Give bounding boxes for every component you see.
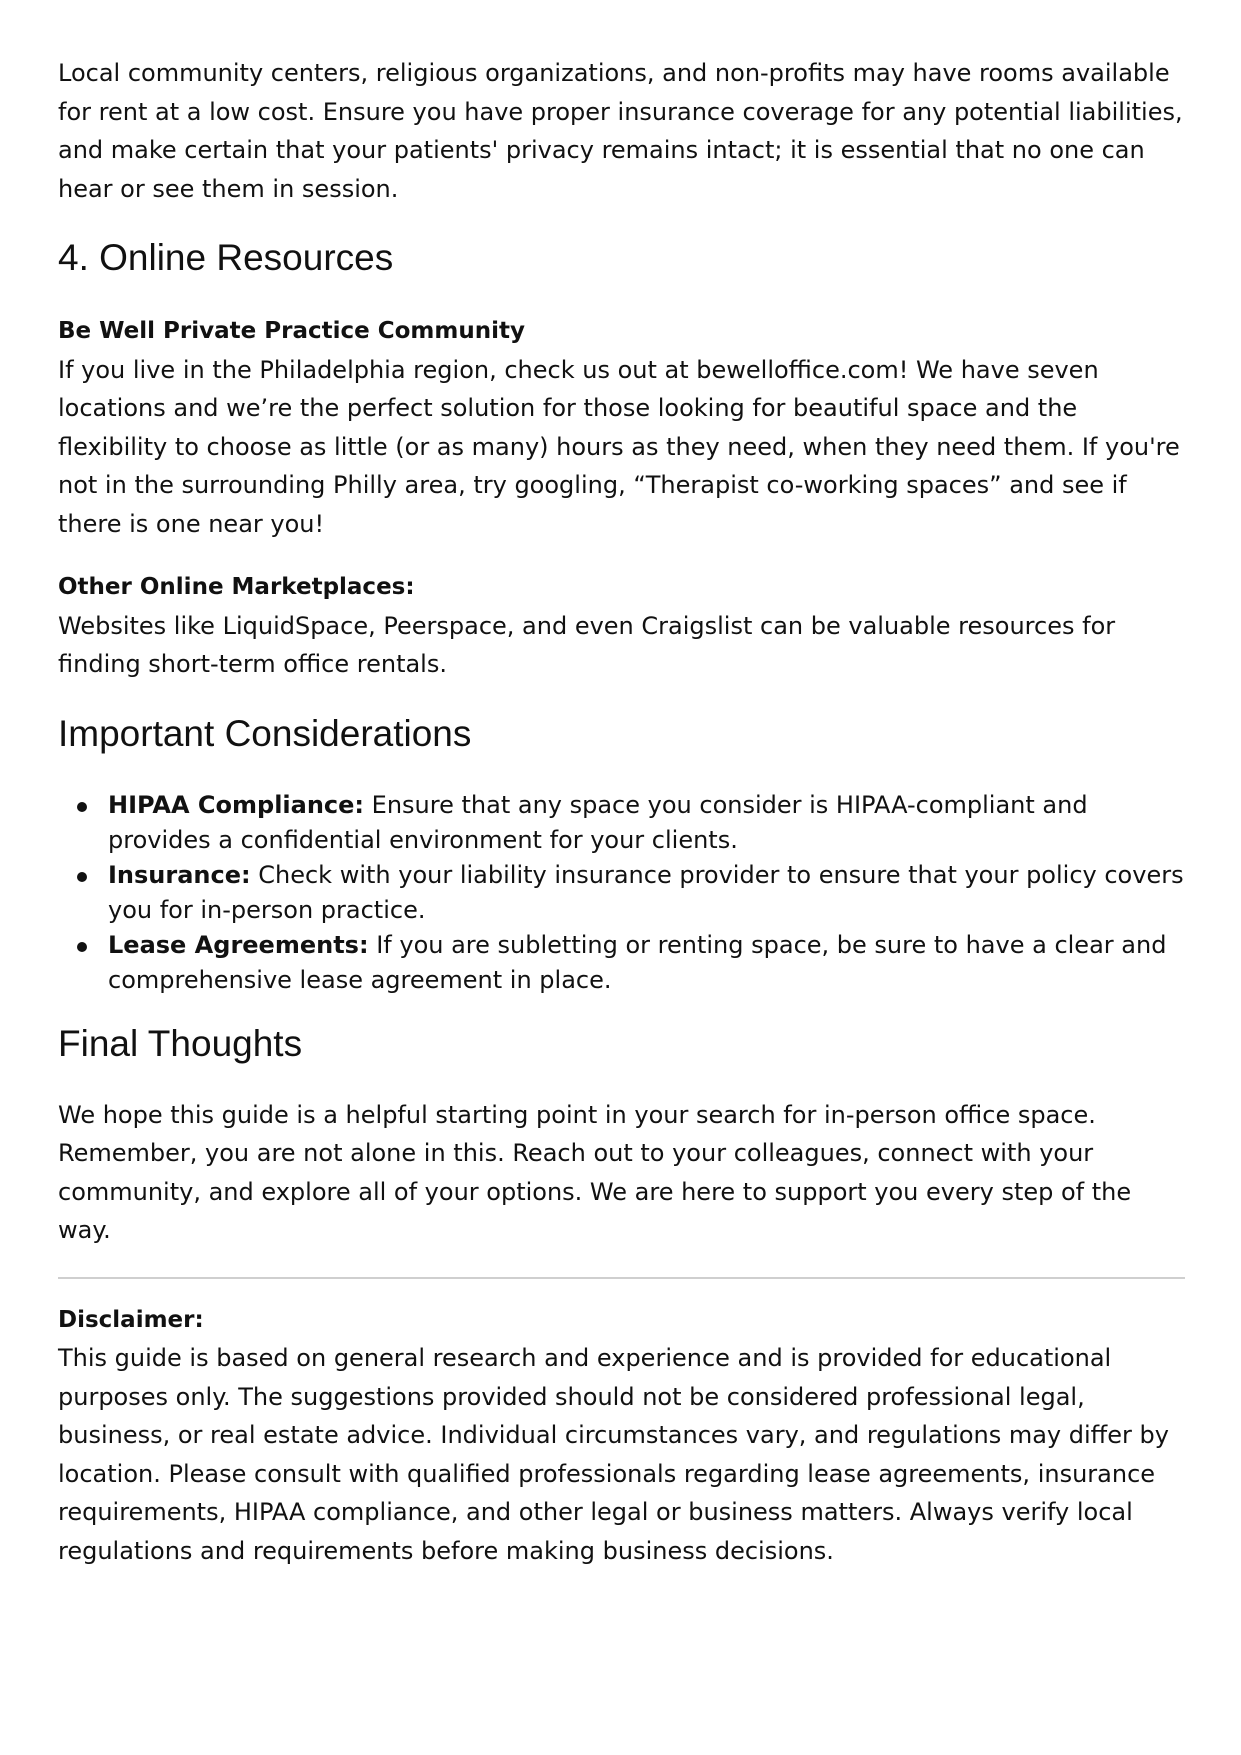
bullet-icon [77,872,87,882]
document-page [58,54,1188,1570]
list-item [108,858,1188,928]
list-item [108,788,1188,858]
list-item-text: Check with your liability insurance provider to ensure that your policy covers you for in-person practice. [108,860,1184,924]
disclaimer-paragraph: This guide is based on general research and experience and is provided for educational purposes only. The suggestions provided should not be considered professional legal, business, or real estate advice. Individual circumstances vary, and regulations may differ by location. Please consult with qualified professionals regarding lease agreements, insurance requirements, HIPAA compliance, and other legal or business matters. Always verify local regulations and requirements before making business decisions. [58,1344,1169,1565]
online-resources-heading: 4. Online Resources [58,237,394,278]
be-well-title: Be Well Private Practice Community [58,318,525,344]
disclaimer-title: Disclaimer: [58,1306,204,1333]
be-well-paragraph: If you live in the Philadelphia region, check us out at bewelloffice.com! We have seven locations and we’re the perfect solution for those looking for beautiful space and the flexibility to choose as little (or as many) hours as they need, when they need them. If you're not in the surrounding Philly area, try googling, “Therapist co-working spaces” and see if there is one near you! [58,355,1180,538]
list-item-text: Ensure that any space you consider is HIPAA-compliant and provides a confidential environment for your clients. [108,790,1088,854]
list-item-text: If you are subletting or renting space, be sure to have a clear and comprehensive lease agreement in place. [108,930,1167,994]
marketplaces-title: Other Online Marketplaces: [58,574,415,600]
list-item [108,928,1188,998]
bullet-icon [77,942,87,952]
final-thoughts-heading: Final Thoughts [58,1022,303,1064]
list-item-label: Insurance: [108,860,251,889]
final-thoughts-paragraph: We hope this guide is a helpful starting point in your search for in-person office space. Remember, you are not alone in this. Reach out to your colleagues, connect with your community, and explore all of your options. We are here to support you every step of the way. [58,1100,1132,1244]
considerations-list [58,788,1188,998]
section-divider [58,1277,1185,1279]
intro-paragraph: Local community centers, religious organizations, and non-profits may have rooms available for rent at a low cost. Ensure you have proper insurance coverage for any potential liabilities, and make certain that your patients' privacy remains intact; it is essential that no one can hear or see them in session. [58,59,1183,203]
marketplaces-paragraph: Websites like LiquidSpace, Peerspace, and even Craigslist can be valuable resources for finding short-term office rentals. [58,611,1116,678]
list-item-label: Lease Agreements: [108,930,369,959]
important-considerations-heading: Important Considerations [58,712,472,754]
bullet-icon [77,802,87,812]
list-item-label: HIPAA Compliance: [108,790,365,819]
